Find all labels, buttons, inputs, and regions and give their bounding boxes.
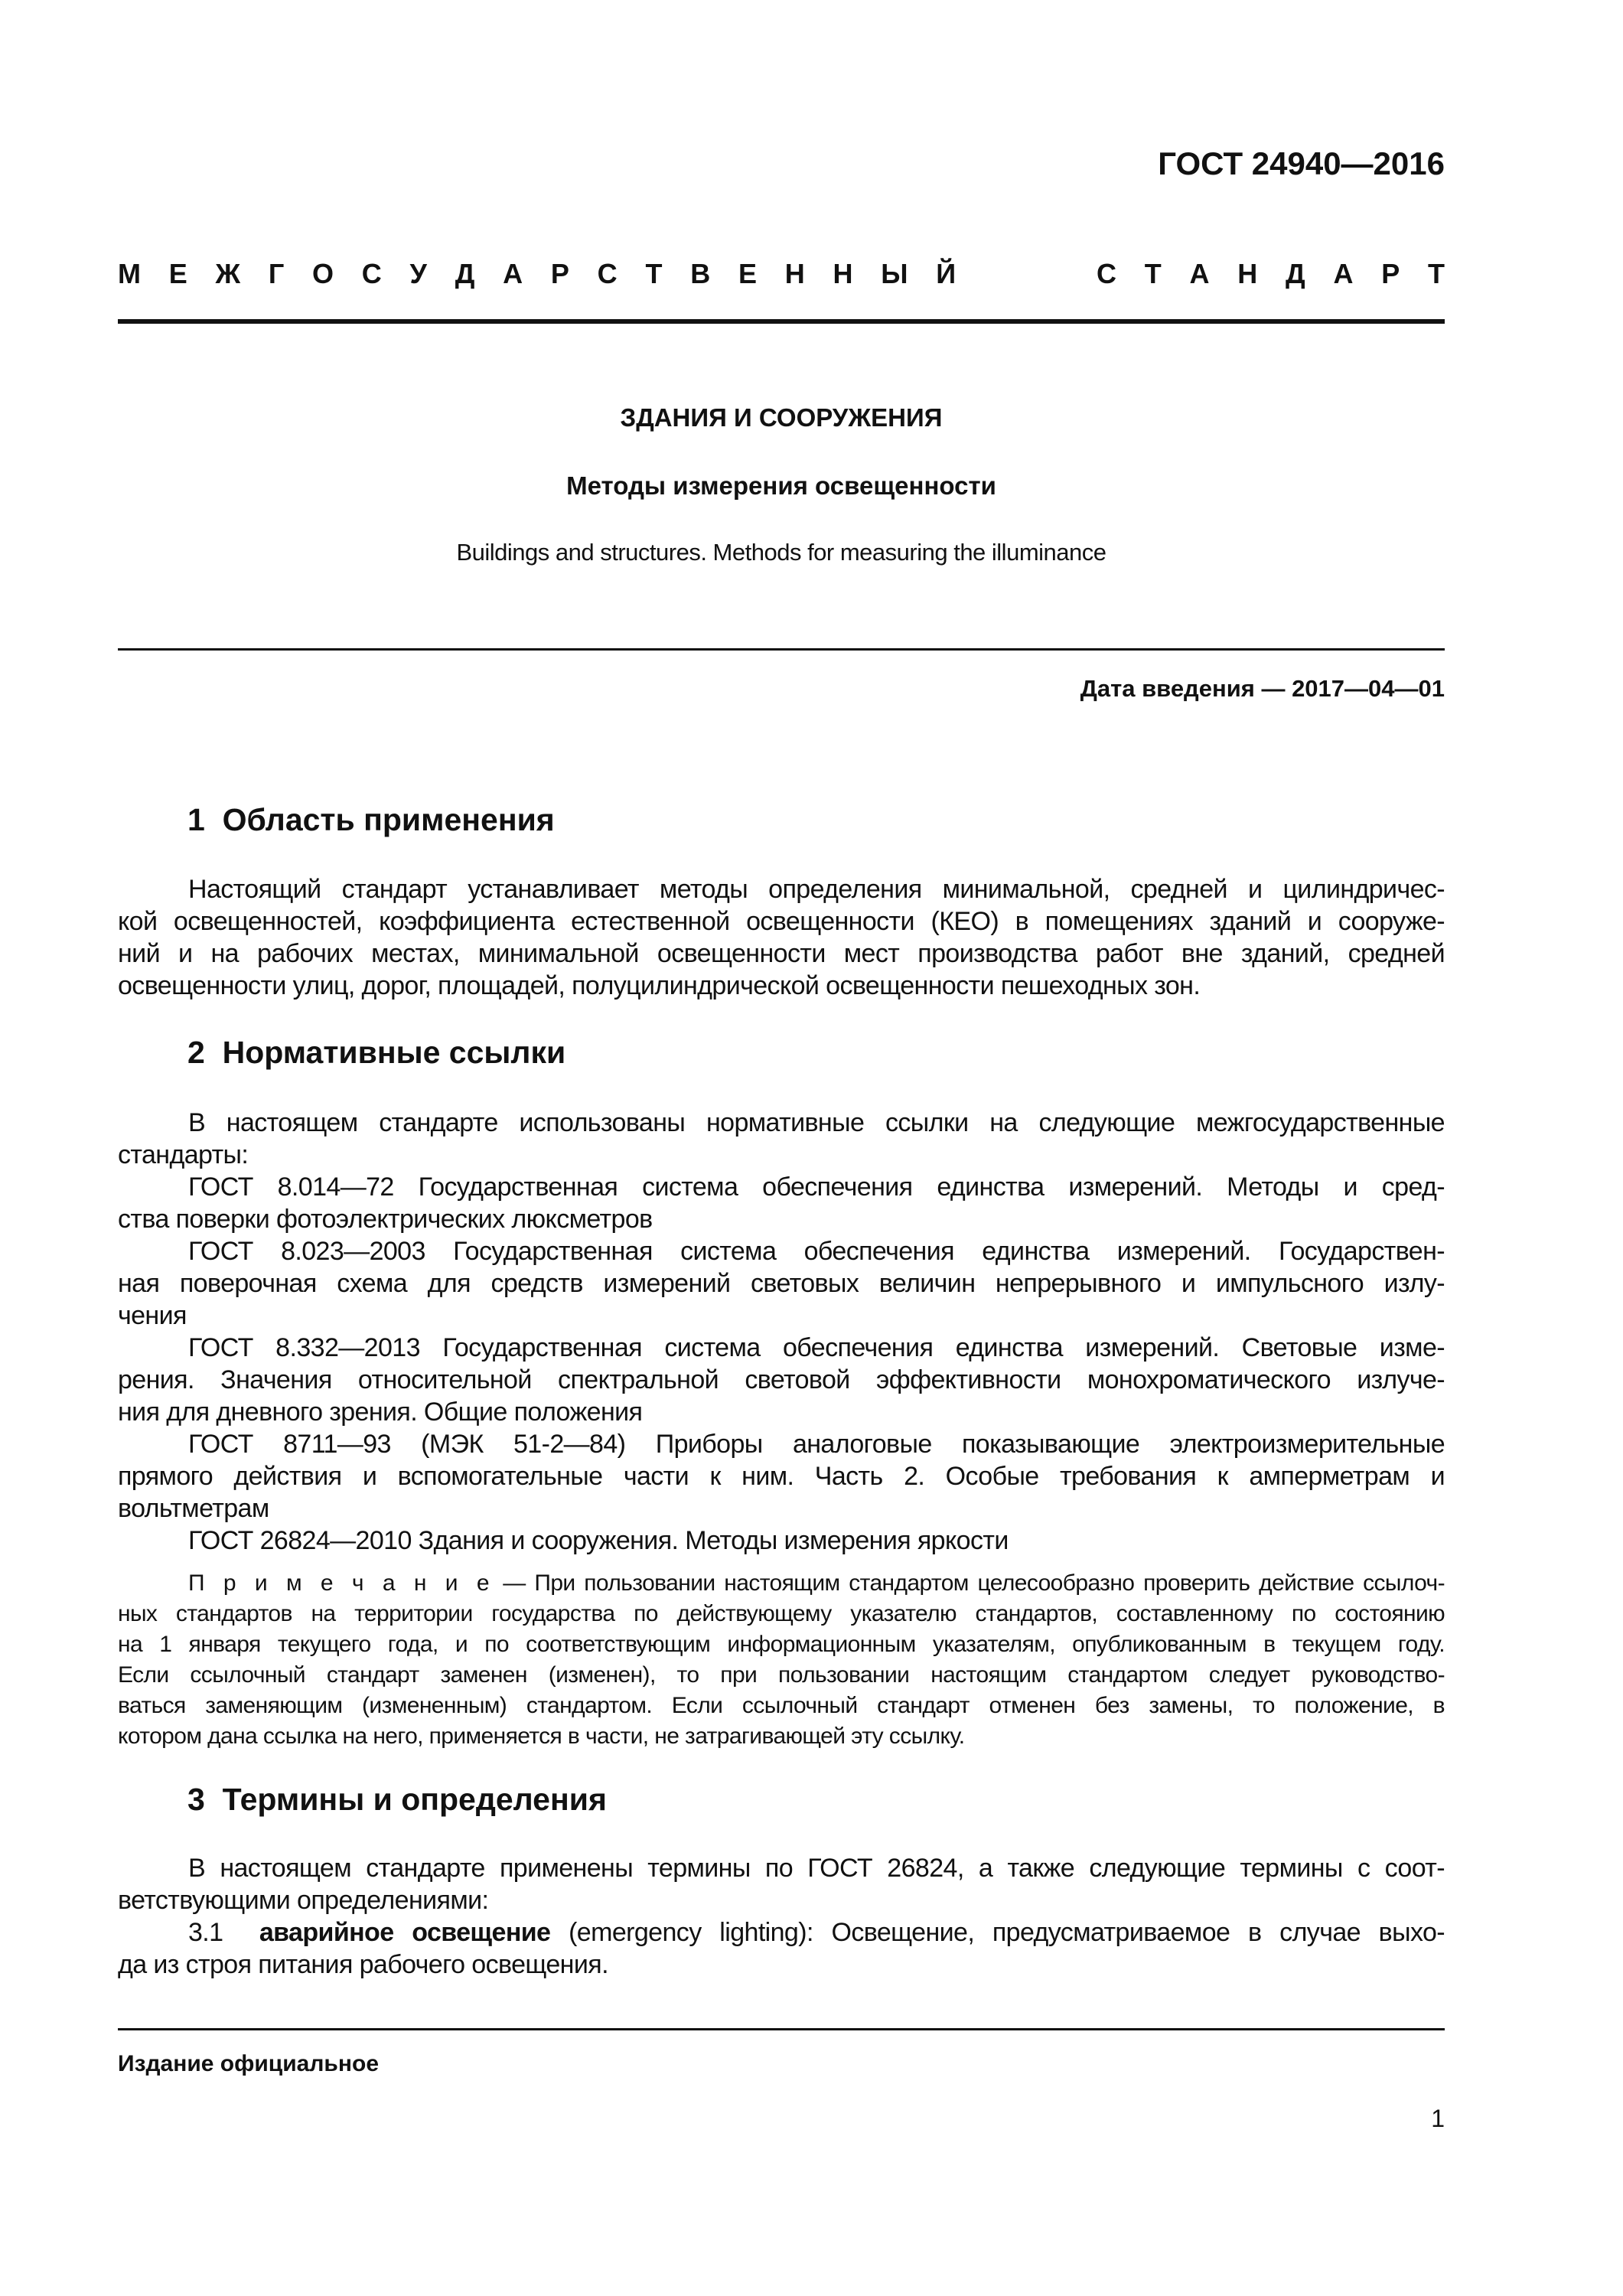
note — [118, 1568, 1445, 1752]
intro-date: Дата введения — 2017—04—01 — [1080, 675, 1445, 702]
text-line: ний и на рабочих местах, минимальной освещенности мест производства работ вне зданий, средней — [118, 939, 1445, 968]
term-number: 3.1 — [188, 1918, 223, 1947]
text-line: В настоящем стандарте применены термины по ГОСТ 26824, а также следующие термины с соот- — [188, 1854, 1445, 1883]
footer-rule — [118, 2028, 1445, 2030]
text-line: вольтметрам — [118, 1494, 269, 1523]
note-line: Если ссылочный стандарт заменен (изменен), то при пользовании настоящим стандартом следует руководство- — [118, 1662, 1445, 1688]
text-line: ГОСТ 8.332—2013 Государственная система обеспечения единства измерений. Световые изме- — [188, 1333, 1445, 1362]
section-1-paragraph — [118, 873, 1445, 1002]
text-line: ГОСТ 8.014—72 Государственная система обеспечения единства измерений. Методы и сред- — [188, 1172, 1445, 1202]
text-line: рения. Значения относительной спектральной световой эффективности монохроматического излуче- — [118, 1365, 1445, 1394]
title-main: ЗДАНИЯ И СООРУЖЕНИЯ — [620, 403, 943, 432]
text-line: Настоящий стандарт устанавливает методы определения минимальной, средней и цилиндричес- — [188, 875, 1445, 904]
text-line: ная поверочная схема для средств измерений световых величин непрерывного и импульсного излу- — [118, 1269, 1445, 1298]
text-line: ния для дневного зрения. Общие положения — [118, 1397, 643, 1427]
title-english: Buildings and structures. Methods for measuring the illuminance — [456, 539, 1106, 566]
text-line: ГОСТ 26824—2010 Здания и сооружения. Методы измерения яркости — [188, 1526, 1009, 1555]
text-line: В настоящем стандарте использованы нормативные ссылки на следующие межгосударственные — [188, 1108, 1445, 1137]
section-2-heading: 2 Нормативные ссылки — [187, 1035, 566, 1070]
document-number: ГОСТ 24940—2016 — [1158, 145, 1445, 181]
note-line: на 1 января текущего года, и по соответствующим информационным указателям, опубликованным в текущем году. — [118, 1632, 1445, 1657]
title-sub: Методы измерения освещенности — [566, 471, 996, 500]
section-2-references — [118, 1107, 1445, 1557]
standard-type: М Е Ж Г О С У Д А Р С Т В Е Н Н Ы Й С Т А Н Д А Р Т — [118, 258, 1445, 289]
note-label: П р и м е ч а н и е — [188, 1570, 494, 1596]
text-line: освещенности улиц, дорог, площадей, полуцилиндрической освещенности пешеходных зон. — [118, 971, 1201, 1000]
section-1-heading: 1 Область применения — [187, 802, 555, 837]
text-line: ветствующими определениями: — [118, 1886, 489, 1915]
text-line: кой освещенностей, коэффициента естественной освещенности (КЕО) в помещениях зданий и сооруже- — [118, 907, 1445, 936]
section-3-heading: 3 Термины и определения — [187, 1782, 607, 1817]
text-line: ГОСТ 8.023—2003 Государственная система обеспечения единства измерений. Государствен- — [188, 1237, 1445, 1266]
term-name: аварийное освещение — [259, 1918, 551, 1947]
text-line: ГОСТ 8711—93 (МЭК 51-2—84) Приборы аналоговые показывающие электроизмерительные — [188, 1430, 1445, 1459]
page-number: 1 — [1431, 2105, 1445, 2132]
note-line: котором дана ссылка на него, применяется в части, не затрагивающей эту ссылку. — [118, 1724, 965, 1749]
note-line — [118, 1568, 1445, 1599]
text-line: чения — [118, 1301, 187, 1330]
note-line: ных стандартов на территории государства по действующему указателю стандартов, составленному по состоянию — [118, 1601, 1445, 1626]
note-line: ваться заменяющим (измененным) стандартом. Если ссылочный стандарт отменен без замены, то положение, в — [118, 1693, 1445, 1718]
edition-label: Издание официальное — [118, 2051, 380, 2076]
note-text: — При пользовании настоящим стандартом целесообразно проверить действие ссылоч- — [503, 1570, 1445, 1596]
text-line: прямого действия и вспомогательные части к ним. Часть 2. Особые требования к амперметрам и — [118, 1462, 1445, 1491]
title-rule — [118, 648, 1445, 651]
header-rule — [118, 319, 1445, 324]
term-definition: (emergency lighting): Освещение, предусматриваемое в случае выхо- — [569, 1918, 1445, 1947]
text-line: стандарты: — [118, 1140, 249, 1169]
text-line: да из строя питания рабочего освещения. — [118, 1950, 608, 1979]
term-line — [118, 1916, 1445, 1949]
text-line: ства поверки фотоэлектрических люксметров — [118, 1205, 653, 1234]
section-3-paragraph — [118, 1852, 1445, 1981]
